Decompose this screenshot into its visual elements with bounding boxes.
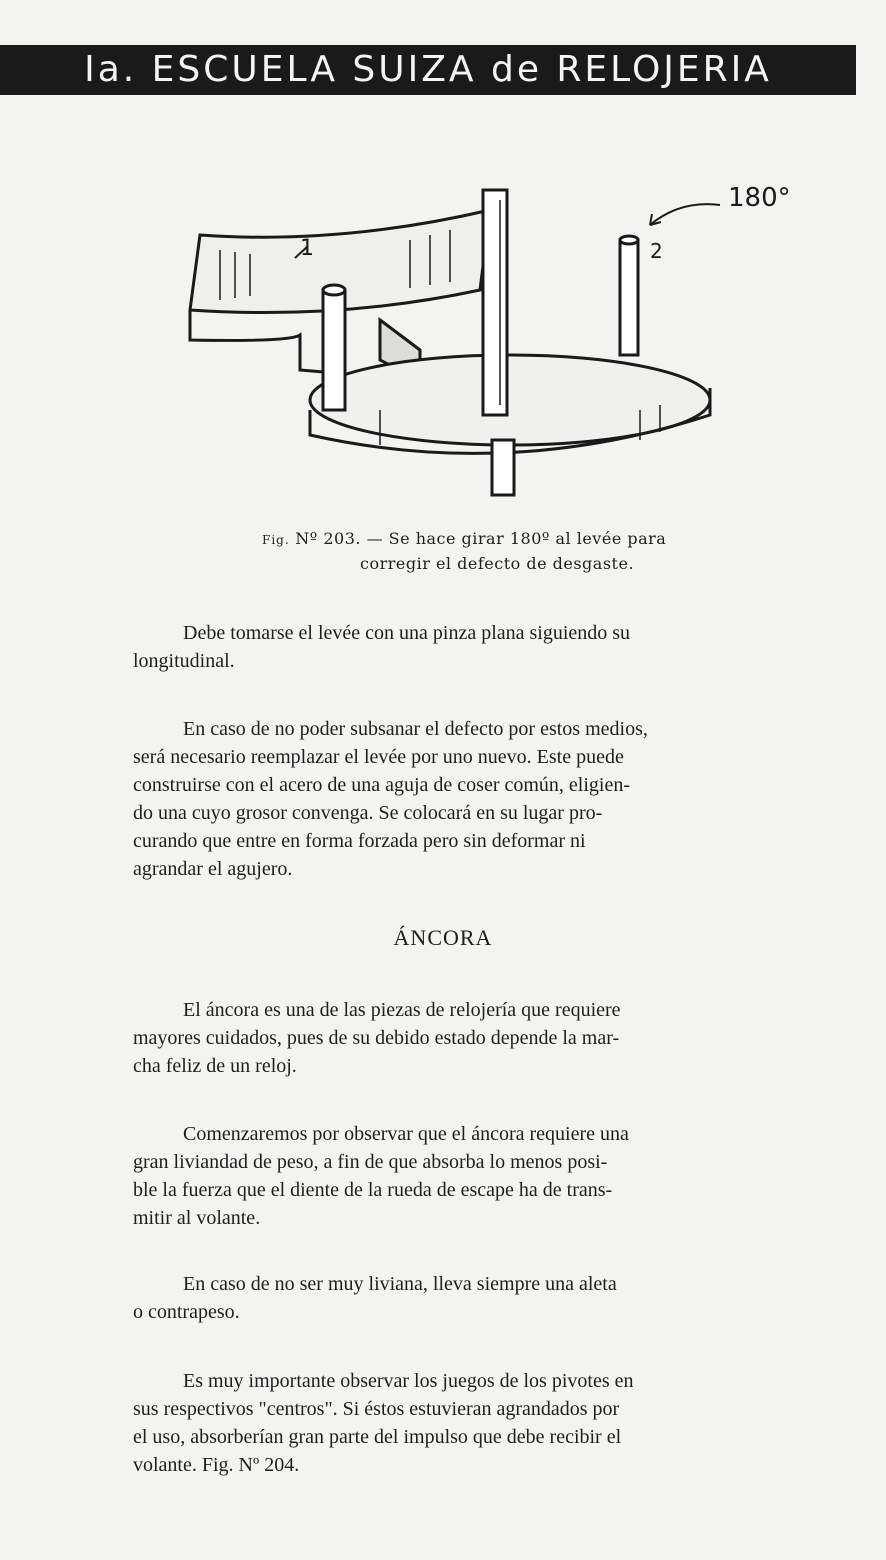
text-line: longitudinal. [133,650,235,672]
paragraph-3 [133,996,783,1080]
text-line: El áncora es una de las piezas de relojería que requiere [183,999,621,1021]
balance-staff [483,190,507,415]
label-2: 2 [650,239,663,263]
text-line: mitir al volante. [133,1207,261,1229]
balance-staff-lower [492,440,514,495]
section-heading: ÁNCORA [393,925,493,950]
paragraph-4 [133,1120,783,1232]
text-line: será necesario reemplazar el levée por uno nuevo. Este puede [133,746,624,768]
paragraph-1 [133,619,783,675]
text-line: Debe tomarse el levée con una pinza plana siguiendo su [183,622,631,644]
text-line: el uso, absorberían gran parte del impulso que debe recibir el [133,1426,622,1448]
text-line: En caso de no poder subsanar el defecto por estos medios, [183,718,648,740]
figure-caption [262,527,742,576]
text-line: mayores cuidados, pues de su debido estado depende la mar- [133,1027,620,1049]
header-banner [0,45,856,95]
impulse-pin-1 [323,290,345,410]
angle-label: 180° [728,183,791,213]
text-line: curando que entre en forma forzada pero sin deformar ni [133,830,586,852]
text-line: sus respectivos "centros". Si éstos estuvieran agrandados por [133,1398,620,1420]
text-line: Es muy importante observar los juegos de los pivotes en [183,1370,634,1392]
text-line: do una cuyo grosor convenga. Se colocará en su lugar pro- [133,802,603,824]
caption-prefix: Fig. [262,533,290,547]
text-line: agrandar el agujero. [133,858,293,880]
paragraph-2 [133,715,783,883]
text-line: o contrapeso. [133,1301,240,1323]
impulse-pin-1-top [323,285,345,295]
paragraph-6 [133,1367,783,1479]
text-line: cha feliz de un reloj. [133,1055,297,1077]
fig-203-illustration [180,170,820,510]
label-1: 1 [300,236,314,261]
text-line: gran liviandad de peso, a fin de que absorba lo menos posi- [133,1151,608,1173]
caption-line-1: Nº 203. — Se hace girar 180º al levée para [295,529,667,548]
caption-line-2: corregir el defecto de desgaste. [360,554,635,573]
impulse-pin-2 [620,240,638,355]
impulse-pin-2-top [620,236,638,244]
text-line: Comenzaremos por observar que el áncora requiere una [183,1123,629,1145]
page-header-title: Ia. ESCUELA SUIZA de RELOJERIA [84,49,772,90]
text-line: construirse con el acero de una aguja de coser común, eligien- [133,774,631,796]
paragraph-5 [133,1270,783,1326]
text-line: En caso de no ser muy liviana, lleva siempre una aleta [183,1273,617,1295]
text-line: volante. Fig. Nº 204. [133,1454,300,1476]
text-line: ble la fuerza que el diente de la rueda de escape ha de trans- [133,1179,613,1201]
